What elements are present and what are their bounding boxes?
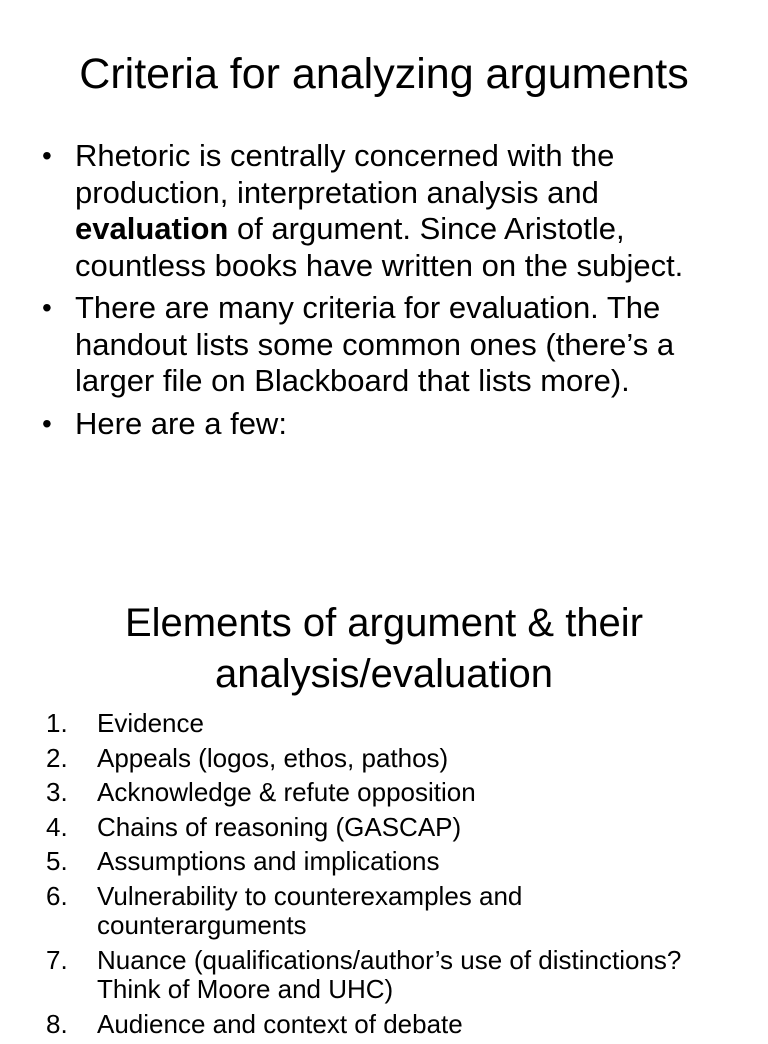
list-number: 8. [46,1008,68,1039]
bullet-item [0,138,768,284]
bullet-icon: • [42,292,52,323]
list-item-text: Evidence [97,708,204,738]
list-item [0,847,768,877]
bullet-text-part: Rhetoric is centrally concerned with the production, interpretation analysis and [75,138,615,210]
list-item-text: Assumptions and implications [97,846,440,876]
bullet-list [0,138,768,448]
bullet-text: There are many criteria for evaluation. The handout lists some common ones (there’s a larger file on Blackboard that lists more). [75,290,675,398]
numbered-list [0,709,768,1044]
list-item [0,946,768,1005]
list-item [0,744,768,774]
list-number: 3. [46,777,68,807]
list-number: 2. [46,742,68,773]
list-item [0,709,768,739]
list-number: 1. [46,708,68,738]
list-number: 4. [46,811,68,842]
bullet-text-part: of argument. Since Aristotle, countless books have written on the subject. [75,211,684,283]
list-item [0,813,768,843]
bullet-text [75,138,683,283]
list-item-text: Acknowledge & refute opposition [97,777,476,807]
bullet-item [0,290,768,400]
list-item [0,778,768,808]
bullet-icon: • [42,140,52,171]
list-number: 6. [46,880,68,911]
list-item-text: Vulnerability to counterexamples and counterarguments [97,880,523,940]
list-item-text: Audience and context of debate [97,1008,463,1039]
bullet-icon: • [42,407,52,439]
slide-title: Criteria for analyzing arguments [79,50,689,98]
list-item-text: Chains of reasoning (GASCAP) [97,811,462,842]
bullet-text: Here are a few: [75,405,287,441]
list-item-text: Nuance (qualifications/author’s use of distinctions? Think of Moore and UHC) [97,944,682,1004]
list-item [0,882,768,941]
bullet-item [0,406,768,443]
list-number: 7. [46,944,68,975]
list-item [0,1010,768,1040]
list-item-text: Appeals (logos, ethos, pathos) [97,742,449,773]
slide-title: Elements of argument & their analysis/evaluation [124,601,644,696]
list-number: 5. [46,846,68,876]
bullet-bold-text: evaluation [75,211,229,246]
